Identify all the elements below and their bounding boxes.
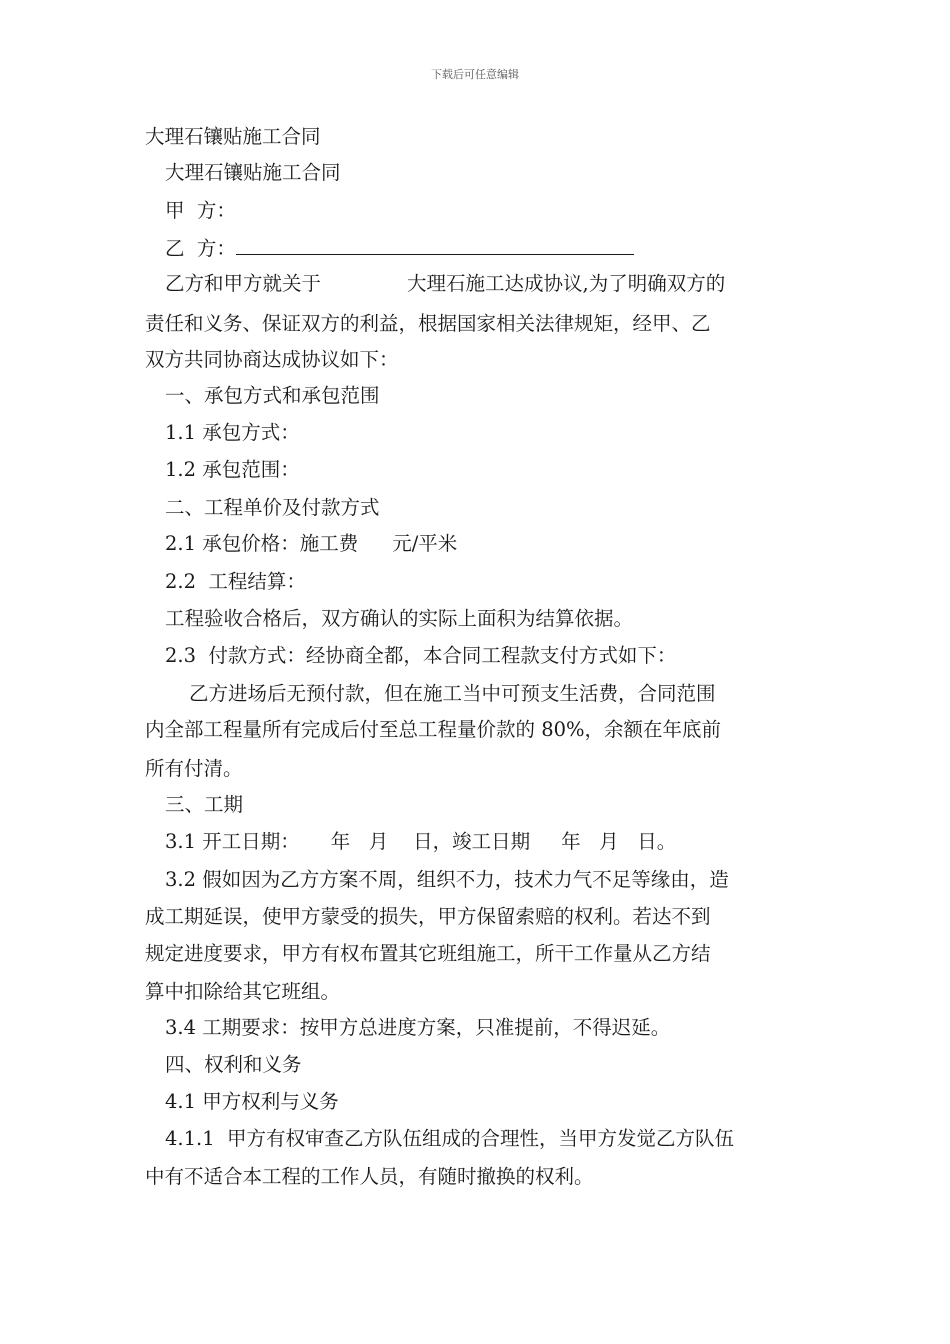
section-1-heading: 一、承包方式和承包范围 xyxy=(165,384,380,407)
payment-line-2: 内全部工程量所有完成后付至总工程量价款的 80%，余额在年底前 xyxy=(145,718,722,741)
clause-2-2: 2.2 工程结算： xyxy=(165,570,306,593)
clause-4-1: 4.1 甲方权利与义务 xyxy=(165,1090,339,1113)
clause-1-1: 1.1 承包方式： xyxy=(165,421,300,444)
clause-3-2-line-1: 3.2 假如因为乙方方案不周，组织不力，技术力气不足等缘由，造 xyxy=(165,868,729,891)
section-3-heading: 三、工期 xyxy=(165,793,244,816)
intro-line-3: 双方共同协商达成协议如下： xyxy=(145,348,399,371)
clause-3-1: 3.1 开工日期： 年 月 日，竣工日期 年 月 日。 xyxy=(165,830,677,853)
page-header: 下载后可任意编辑 xyxy=(431,68,519,81)
section-2-heading: 二、工程单价及付款方式 xyxy=(165,496,380,519)
intro-text-b: 大理石施工达成协议,为了明确双方的 xyxy=(407,272,726,295)
clause-2-1-text-b: 元/平米 xyxy=(392,532,458,555)
party-b-label: 乙 方： xyxy=(165,237,236,260)
clause-4-1-1-line-2: 中有不适合本工程的工作人员，有随时撤换的权利。 xyxy=(145,1165,594,1188)
clause-4-1-1-line-1: 4.1.1 甲方有权审查乙方队伍组成的合理性，当甲方发觉乙方队伍 xyxy=(165,1127,735,1150)
clause-3-4: 3.4 工期要求：按甲方总进度方案，只准提前，不得迟延。 xyxy=(165,1016,671,1039)
intro-line-2: 责任和义务、保证双方的利益，根据国家相关法律规矩，经甲、乙 xyxy=(145,312,711,335)
intro-text-a: 乙方和甲方就关于 xyxy=(165,272,322,295)
contract-subtitle: 大理石镶贴施工合同 xyxy=(165,161,341,184)
clause-3-2-line-2: 成工期延误，使甲方蒙受的损失，甲方保留索赔的权利。若达不到 xyxy=(145,905,711,928)
clause-3-2-line-4: 算中扣除给其它班组。 xyxy=(145,980,341,1003)
intro-line-1 xyxy=(165,271,830,297)
clause-2-1 xyxy=(165,531,830,557)
payment-line-3: 所有付清。 xyxy=(145,757,243,780)
clause-3-2-line-3: 规定进度要求，甲方有权布置其它班组施工，所干工作量从乙方结 xyxy=(145,942,711,965)
party-b-blank xyxy=(236,234,634,255)
party-b-line xyxy=(165,234,830,262)
clause-2-3: 2.3 付款方式：经协商全都，本合同工程款支付方式如下： xyxy=(165,644,677,667)
clause-2-1-text-a: 2.1 承包价格：施工费 xyxy=(165,532,359,555)
payment-line-1: 乙方进场后无预付款，但在施工当中可预支生活费，合同范围 xyxy=(189,682,716,705)
party-a-line: 甲 方： xyxy=(165,199,236,222)
clause-2-2-text: 工程验收合格后，双方确认的实际上面积为结算依据。 xyxy=(165,607,634,630)
section-4-heading: 四、权利和义务 xyxy=(165,1053,302,1076)
document-title: 大理石镶贴施工合同 xyxy=(145,125,321,148)
clause-1-2: 1.2 承包范围： xyxy=(165,458,300,481)
